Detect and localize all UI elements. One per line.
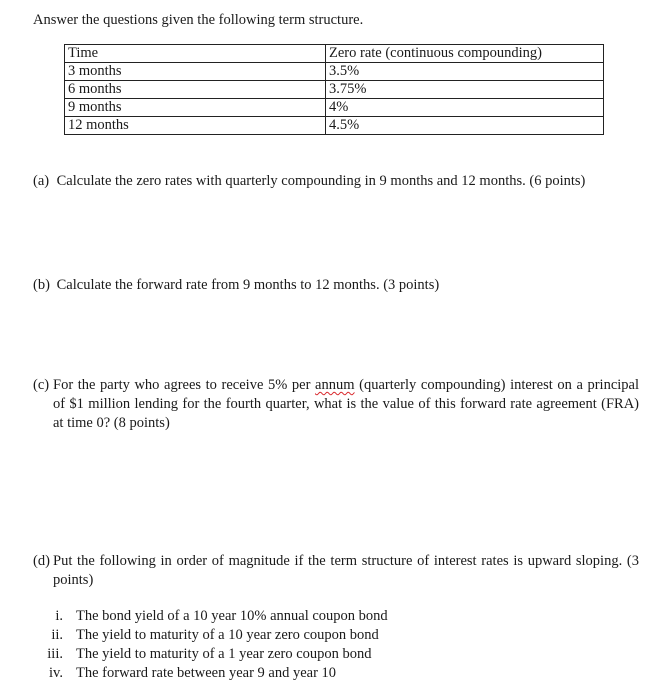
list-item-numeral: ii. bbox=[51, 627, 63, 643]
question-c bbox=[33, 376, 639, 433]
term-structure-table bbox=[64, 44, 604, 135]
question-b bbox=[33, 277, 439, 294]
table-row bbox=[65, 99, 604, 117]
table-cell-time: 9 months bbox=[65, 99, 326, 117]
table-cell-rate: 4% bbox=[326, 99, 604, 117]
question-c-text-after: (quarterly compounding) interest on a principal of $1 million lending for the fourth quarter, what is the value of this forward rate agreement (FRA) at time 0? (8 points) bbox=[53, 377, 640, 431]
spellcheck-flagged-word[interactable]: annum bbox=[315, 377, 355, 393]
list-item-numeral: i. bbox=[55, 608, 63, 624]
table-cell-rate: 3.75% bbox=[326, 81, 604, 99]
question-c-text bbox=[53, 376, 639, 433]
question-b-text: Calculate the forward rate from 9 months to 12 months. (3 points) bbox=[56, 277, 440, 293]
table-row bbox=[65, 117, 604, 135]
list-item-text: The forward rate between year 9 and year 10 bbox=[76, 665, 337, 681]
list-item-text: The yield to maturity of a 1 year zero coupon bond bbox=[76, 646, 372, 662]
question-c-text-before: For the party who agrees to receive 5% per bbox=[53, 377, 311, 393]
table-header-row bbox=[65, 45, 604, 63]
table-cell-time: 12 months bbox=[65, 117, 326, 135]
table-header-time: Time bbox=[65, 45, 326, 63]
question-a-text: Calculate the zero rates with quarterly compounding in 9 months and 12 months. (6 points) bbox=[56, 173, 586, 189]
table-cell-rate: 4.5% bbox=[326, 117, 604, 135]
list-item-numeral: iii. bbox=[47, 646, 63, 662]
table-row bbox=[65, 81, 604, 99]
question-d-text: Put the following in order of magnitude if the term structure of interest rates is upward sloping. (3 points) bbox=[53, 553, 639, 588]
list-item-text: The bond yield of a 10 year 10% annual coupon bond bbox=[76, 608, 388, 624]
table-row bbox=[65, 63, 604, 81]
table-cell-rate: 3.5% bbox=[326, 63, 604, 81]
table-cell-time: 6 months bbox=[65, 81, 326, 99]
list-item-text: The yield to maturity of a 10 year zero coupon bond bbox=[76, 627, 379, 643]
question-c-label: (c) bbox=[33, 377, 50, 393]
table-cell-time: 3 months bbox=[65, 63, 326, 81]
question-d bbox=[33, 552, 639, 590]
question-a-label: (a) bbox=[33, 173, 50, 189]
table-header-zero-rate: Zero rate (continuous compounding) bbox=[326, 45, 604, 63]
intro-text: Answer the questions given the following term structure. bbox=[33, 12, 364, 28]
question-b-label: (b) bbox=[33, 277, 50, 293]
list-item-numeral: iv. bbox=[49, 665, 63, 681]
question-a bbox=[33, 173, 585, 190]
question-d-label: (d) bbox=[33, 553, 50, 569]
